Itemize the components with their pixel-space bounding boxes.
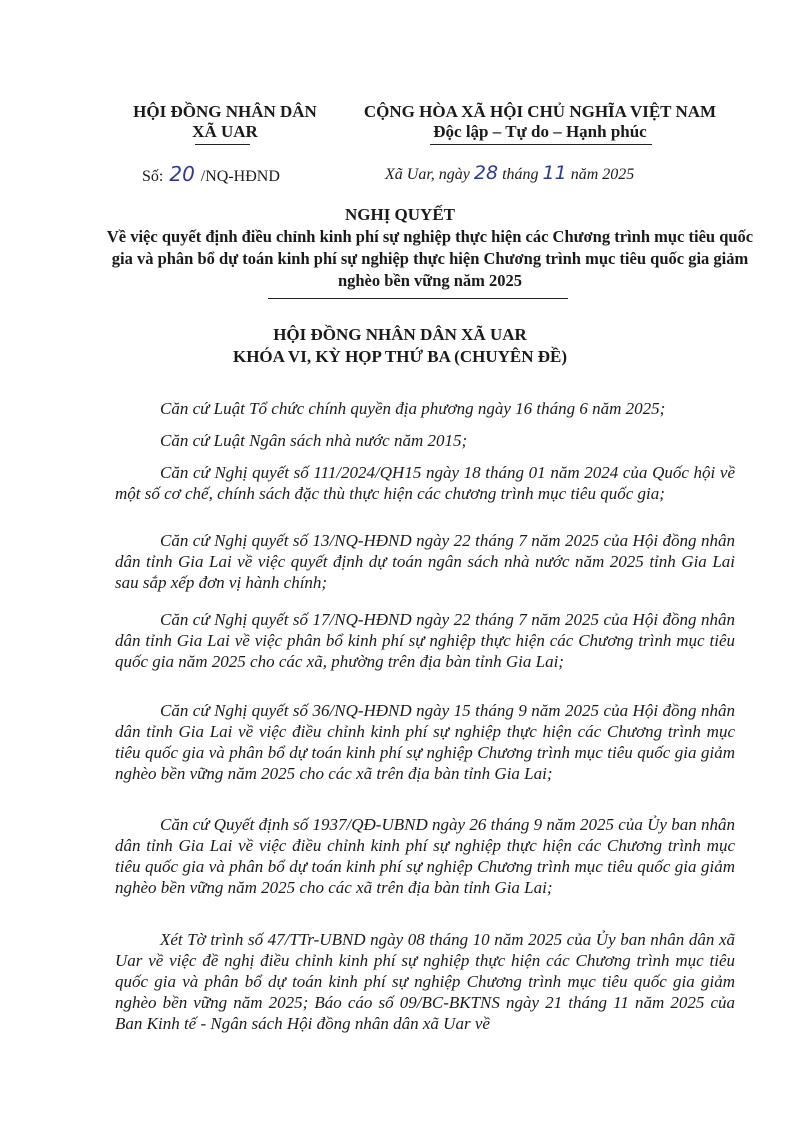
- legal-basis-paragraph: Căn cứ Nghị quyết số 17/NQ-HĐND ngày 22 tháng 7 năm 2025 của Hội đồng nhân dân tỉnh Gia Lai về việc phân bổ kinh phí sự nghiệp thực hiện các Chương trình mục tiêu quốc gia năm 2025 cho các xã, phường trên địa bàn tỉnh Gia Lai;: [115, 610, 735, 671]
- date-month-handwritten: 11: [542, 162, 567, 184]
- legal-basis-paragraph: Căn cứ Luật Tổ chức chính quyền địa phương ngày 16 tháng 6 năm 2025;: [160, 399, 666, 418]
- number-handwritten: 20: [169, 162, 195, 186]
- council-heading: [0, 324, 800, 368]
- org-name-line2: XÃ UAR: [192, 122, 258, 141]
- legal-basis-paragraph: Căn cứ Luật Ngân sách nhà nước năm 2015;: [160, 431, 468, 450]
- council-session: KHÓA VI, KỲ HỌP THỨ BA (CHUYÊN ĐỀ): [232, 347, 568, 366]
- consideration-paragraph: Xét Tờ trình số 47/TTr-UBND ngày 08 tháng 10 năm 2025 của Ủy ban nhân dân xã Uar về việc đề nghị điều chỉnh kinh phí sự nghiệp thực hiện các Chương trình mục tiêu quốc gia và phân bổ dự toán kinh phí sự nghiệp Chương trình mục tiêu quốc gia giảm nghèo bền vững năm 2025; Báo cáo số 09/BC-BKTNS ngày 21 tháng 11 năm 2025 của Ban Kinh tế - Ngân sách Hội đồng nhân dân xã Uar về: [115, 930, 735, 1033]
- number-suffix: /NQ-HĐND: [200, 168, 280, 185]
- legal-basis-paragraph: Căn cứ Nghị quyết số 13/NQ-HĐND ngày 22 tháng 7 năm 2025 của Hội đồng nhân dân tỉnh Gia Lai về việc quyết định dự toán ngân sách nhà nước năm 2025 tỉnh Gia Lai sau sắp xếp đơn vị hành chính;: [115, 531, 735, 592]
- date-day-handwritten: 28: [473, 162, 499, 184]
- document-subject: Về việc quyết định điều chỉnh kinh phí sự nghiệp thực hiện các Chương trình mục tiêu quốc gia và phân bổ dự toán kinh phí sự nghiệp thực hiện Chương trình mục tiêu quốc gia giảm nghèo bền vững năm 2025: [106, 227, 754, 290]
- date-mid: tháng: [502, 166, 539, 183]
- motto: Độc lập – Tự do – Hạnh phúc: [433, 122, 647, 141]
- motto-underline: [430, 144, 652, 145]
- subject-underline: [268, 298, 568, 299]
- council-name: HỘI ĐỒNG NHÂN DÂN XÃ UAR: [273, 325, 527, 344]
- legal-basis-paragraph: Căn cứ Quyết định số 1937/QĐ-UBND ngày 26 tháng 9 năm 2025 của Ủy ban nhân dân tỉnh Gia Lai về việc điều chỉnh kinh phí sự nghiệp thực hiện các Chương trình mục tiêu quốc gia và phân bổ dự toán kinh phí sự nghiệp Chương trình mục tiêu quốc gia giảm nghèo bền vững năm 2025 cho các xã trên địa bàn tỉnh Gia Lai;: [115, 815, 735, 897]
- org-underline: [195, 144, 250, 145]
- number-prefix: Số:: [142, 168, 164, 185]
- date-suffix: năm 2025: [570, 166, 635, 183]
- document-number: [142, 162, 280, 186]
- issuing-organization: [120, 102, 330, 142]
- issue-date: [385, 162, 634, 184]
- national-motto: [345, 102, 735, 142]
- org-name-line1: HỘI ĐỒNG NHÂN DÂN: [133, 102, 317, 121]
- nation-name: CỘNG HÒA XÃ HỘI CHỦ NGHĨA VIỆT NAM: [363, 102, 717, 121]
- document-type: NGHỊ QUYẾT: [344, 205, 456, 224]
- date-prefix: Xã Uar, ngày: [385, 166, 470, 183]
- legal-basis-paragraph: Căn cứ Nghị quyết số 36/NQ-HĐND ngày 15 tháng 9 năm 2025 của Hội đồng nhân dân tỉnh Gia Lai về việc điều chỉnh kinh phí sự nghiệp thực hiện các Chương trình mục tiêu quốc gia và phân bổ dự toán kinh phí sự nghiệp Chương trình mục tiêu quốc gia giảm nghèo bền vững năm 2025 cho các xã trên địa bàn tỉnh Gia Lai;: [115, 701, 735, 783]
- legal-basis-paragraph: Căn cứ Nghị quyết số 111/2024/QH15 ngày 18 tháng 01 năm 2024 của Quốc hội về một số cơ chế, chính sách đặc thù thực hiện các chương trình mục tiêu quốc gia;: [115, 463, 735, 503]
